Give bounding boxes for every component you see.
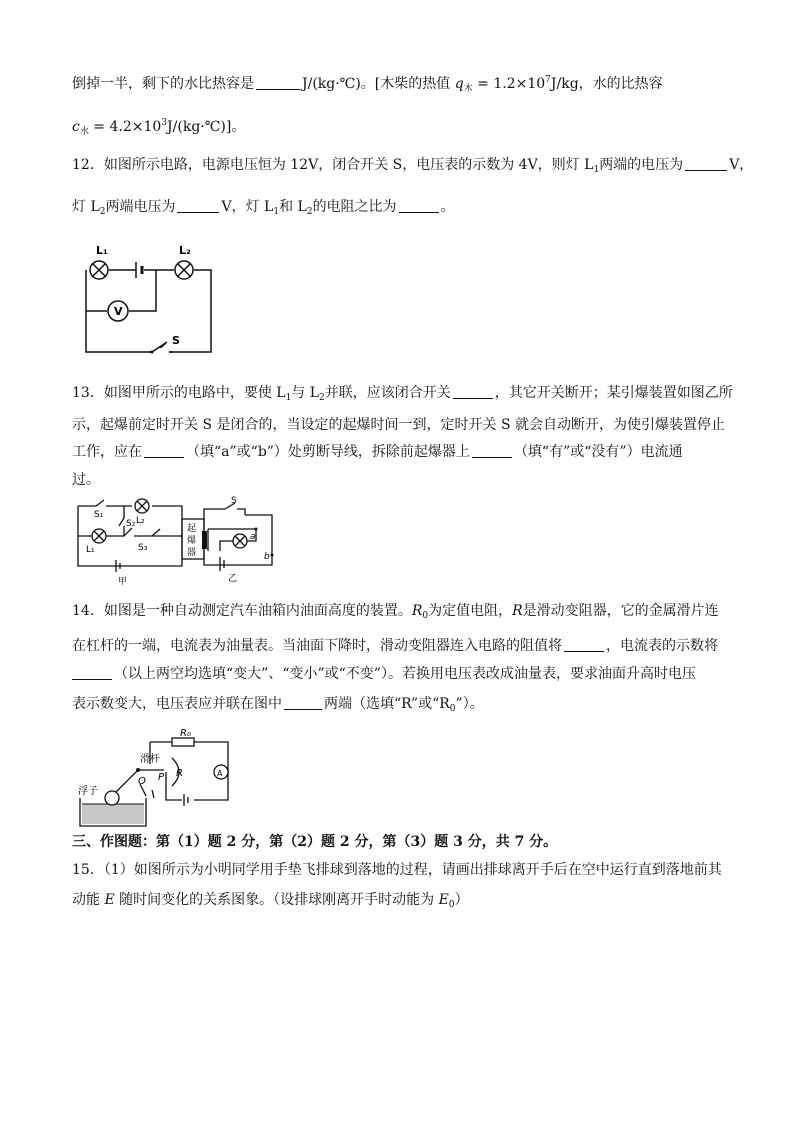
label-p: P [158, 772, 165, 783]
q13-text: 13．如图甲所示的电路中，要使 L [72, 385, 286, 401]
switch-s3-icon [152, 529, 160, 536]
label-s3: S₃ [138, 543, 148, 553]
switch-s1-icon [78, 500, 132, 506]
q11-subscript: 木 [463, 84, 473, 94]
q12-text: 和 L [279, 199, 307, 215]
q14-text: 为定值电阻， [428, 603, 513, 619]
q14-text: 表示数变大，电压表应并联在图中 [72, 696, 282, 712]
q13-circuit-jia [74, 496, 189, 588]
answer-blank[interactable] [453, 384, 493, 399]
q13-line3 [72, 442, 683, 462]
battery-icon [220, 557, 224, 571]
q14-text: 是滑动变阻器，它的金属滑片连 [522, 603, 719, 619]
q13-line2 [72, 415, 725, 435]
label-l1: L₁ [96, 244, 108, 257]
label-float: 浮子 [78, 786, 98, 797]
q14-subscript: 0 [422, 611, 429, 621]
label-s2: S₂ [126, 519, 136, 529]
q11-symbol: c [72, 119, 80, 135]
q12-text: V，灯 L [221, 199, 274, 215]
q14-text: 在杠杆的一端，电流表为油量表。当油面下降时，滑动变阻器连入电路的阻值将 [72, 638, 562, 654]
label-detonator-3: 器 [187, 548, 197, 558]
answer-blank[interactable] [72, 665, 112, 680]
section-heading-text: 三、作图题：第（1）题 2 分，第（2）题 2 分，第（3）题 3 分，共 7 分。 [72, 834, 558, 850]
q15-symbol: E [438, 892, 449, 908]
q12-text: V， [729, 157, 754, 173]
label-s: S [172, 334, 180, 347]
q13-text: 过。 [72, 472, 100, 488]
float-icon [105, 791, 119, 805]
q12-line1 [72, 155, 753, 180]
resistor-r0-icon [172, 738, 194, 746]
q14-line3 [72, 664, 696, 684]
q11-line2 [72, 113, 245, 142]
q13-line1 [72, 383, 733, 408]
q11-text: = 4.2×10 [88, 119, 162, 135]
coil-icon [202, 531, 207, 549]
q14-symbol: R [411, 603, 423, 619]
answer-blank[interactable] [144, 443, 184, 458]
q14-line1 [72, 601, 719, 626]
answer-blank[interactable] [472, 443, 512, 458]
answer-blank[interactable] [177, 198, 219, 213]
q11-exponent: 7 [545, 75, 551, 85]
q14-line4 [72, 694, 484, 719]
q13-line4 [72, 470, 100, 490]
q13-text: 与 L [291, 385, 320, 401]
q15-symbol: E [104, 892, 115, 908]
label-detonator-1: 起 [187, 524, 197, 534]
lamp-l2-cross [178, 264, 190, 276]
answer-blank[interactable] [284, 695, 322, 710]
q12-subscript: 2 [99, 207, 106, 217]
q14-text: 两端（选填“R”或“R [324, 696, 450, 712]
q12-text: 。 [440, 199, 455, 215]
label-l2: L₂ [179, 244, 191, 257]
q12-subscript: 1 [593, 165, 600, 175]
q14-subscript: 0 [449, 704, 456, 714]
label-s: S [231, 496, 237, 506]
lamp-l1-cross [93, 264, 105, 276]
q15-subscript: 0 [448, 900, 455, 910]
q13-text: （填“有”或“没有”）电流通 [513, 444, 683, 460]
outer-wire [204, 515, 272, 565]
label-detonator-2: 爆 [187, 536, 197, 546]
lamp-l1-cross [94, 531, 104, 541]
pivot-icon [136, 768, 140, 772]
q12-circuit-diagram [76, 240, 216, 355]
q11-text: J/kg，水的比热容 [550, 76, 663, 92]
answer-blank[interactable] [564, 637, 604, 652]
label-r: R [176, 768, 183, 779]
q13-text: 示，起爆前定时开关 S 是闭合的，当设定的起爆时间一到，定时开关 S 就会自动断开，为使引爆装置停止 [72, 417, 725, 433]
q13-subscript: 2 [319, 393, 325, 403]
q12-text: 两端电压为 [105, 199, 176, 215]
q14-text: ”）。 [455, 696, 484, 712]
q15-text: 15．（1）如图所示为小明同学用手垫飞排球到落地的过程，请画出排球离开手后在空中运行直到落地前其 [72, 862, 722, 878]
q13-text: 工作，应在 [72, 444, 142, 460]
q11-text: J/(kg·℃)。[木柴的热值 [302, 76, 455, 92]
answer-blank[interactable] [399, 198, 439, 213]
label-o: O [138, 776, 146, 787]
label-b: b [264, 552, 270, 562]
section-heading [72, 832, 557, 852]
q13-text: 并联，应该闭合开关 [324, 385, 451, 401]
label-yi: 乙 [228, 574, 238, 584]
q14-fuel-gauge-diagram [76, 728, 236, 828]
q12-text: 两端的电压为 [599, 157, 684, 173]
q12-text: 的电阻之比为 [312, 199, 397, 215]
q11-text: J/(kg·℃)]。 [167, 119, 246, 135]
q15-line1 [72, 860, 722, 880]
q11-symbol: q [454, 76, 464, 92]
q11-text: 倒掉一半，剩下的水比热容是 [72, 76, 254, 92]
q11-subscript: 水 [79, 127, 89, 137]
lamp-l2-cross [137, 501, 147, 511]
switch-gap [151, 348, 169, 356]
q12-line2 [72, 197, 455, 222]
fuel-fill [82, 804, 144, 824]
label-jia: 甲 [118, 577, 128, 587]
point-b [271, 554, 274, 557]
q15-text: 随时间变化的关系图象。（设排球刚离开手时动能为 [114, 892, 439, 908]
label-l2: L₂ [136, 516, 145, 526]
label-a: a [250, 532, 256, 542]
q14-symbol: R [512, 603, 523, 619]
q13-circuit-yi [180, 493, 280, 585]
q12-subscript: 1 [273, 207, 280, 217]
q11-line1 [72, 70, 663, 99]
switch-s2-icon [119, 518, 124, 526]
label-l1: L₁ [86, 545, 95, 555]
q13-text: （填“a”或“b”）处剪断导线，拆除前起爆器上 [186, 444, 470, 460]
q15-text: ） [454, 892, 469, 908]
q11-exponent: 3 [161, 118, 168, 128]
answer-blank[interactable] [685, 156, 727, 171]
label-s1: S₁ [94, 510, 104, 520]
q14-text: （以上两空均选填“变大”、“变小”或“不变”）。若换用电压表改成油量表，要求油面升高时电压 [114, 666, 696, 682]
label-r0: R₀ [180, 728, 191, 739]
q11-text: = 1.2×10 [472, 76, 546, 92]
label-ammeter: A [217, 769, 223, 778]
switch-pivot [151, 351, 154, 354]
q12-text: 灯 L [72, 199, 100, 215]
label-v: V [114, 305, 123, 318]
label-slider: 滑杆 [140, 754, 160, 765]
battery-icon [184, 794, 188, 806]
q12-subscript: 2 [306, 207, 313, 217]
q14-text: ，电流表的示数将 [606, 638, 718, 654]
point-a [255, 528, 258, 531]
switch-s-icon [204, 503, 245, 521]
q15-text: 动能 [72, 892, 105, 908]
q13-text: ，其它开关断开；某引爆装置如图乙所 [494, 385, 733, 401]
q14-text: 14．如图是一种自动测定汽车油箱内油面高度的装置。 [72, 603, 412, 619]
answer-blank[interactable] [256, 75, 300, 90]
lamp-cross [235, 536, 245, 546]
q14-line2 [72, 636, 718, 656]
wire-inner [208, 529, 256, 551]
q12-text: 12．如图所示电路，电源电压恒为 12V，闭合开关 S，电压表的示数为 4V，则灯 L [72, 157, 594, 173]
q15-line2 [72, 890, 469, 915]
q13-subscript: 1 [285, 393, 292, 403]
